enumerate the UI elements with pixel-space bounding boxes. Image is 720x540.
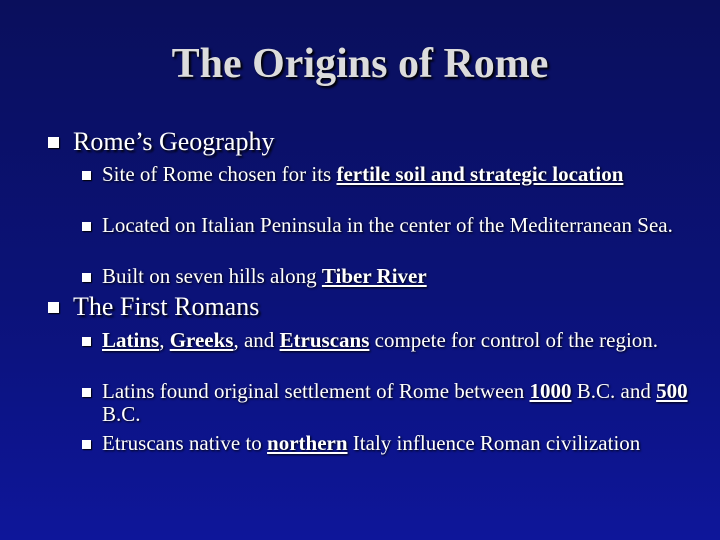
underlined-term: Tiber River <box>321 264 427 288</box>
square-bullet-icon <box>82 388 91 397</box>
sub-bullet-text: Site of Rome chosen for its fertile soil and strategic location <box>102 162 624 186</box>
underlined-term: 500 <box>656 379 688 403</box>
sub-bullet-text: Etruscans native to northern Italy influence Roman civilization <box>102 431 641 455</box>
sub-bullet-text: Located on Italian Peninsula in the center of the Mediterranean Sea. <box>102 213 673 237</box>
square-bullet-icon <box>48 137 59 148</box>
sub-bullet-text: Latins, Greeks, and Etruscans compete for control of the region. <box>102 328 659 352</box>
square-bullet-icon <box>82 273 91 282</box>
square-bullet-icon <box>82 440 91 449</box>
square-bullet-icon <box>82 337 91 346</box>
underlined-term: Etruscans <box>279 328 370 352</box>
underlined-term: Greeks <box>169 328 234 352</box>
section-heading: Rome’s Geography <box>73 127 275 156</box>
square-bullet-icon <box>82 171 91 180</box>
underlined-term: Latins <box>102 328 160 352</box>
section-heading: The First Romans <box>73 292 260 321</box>
square-bullet-icon <box>82 222 91 231</box>
underlined-term: northern <box>267 431 348 455</box>
underlined-term: fertile soil and strategic location <box>336 162 624 186</box>
slide-title: The Origins of Rome <box>171 41 549 87</box>
underlined-term: 1000 <box>529 379 572 403</box>
square-bullet-icon <box>48 302 59 313</box>
sub-bullet-text: Built on seven hills along Tiber River <box>102 264 427 288</box>
sub-bullet-text: Latins found original settlement of Rome between 1000 B.C. and 500 B.C. <box>102 379 688 426</box>
